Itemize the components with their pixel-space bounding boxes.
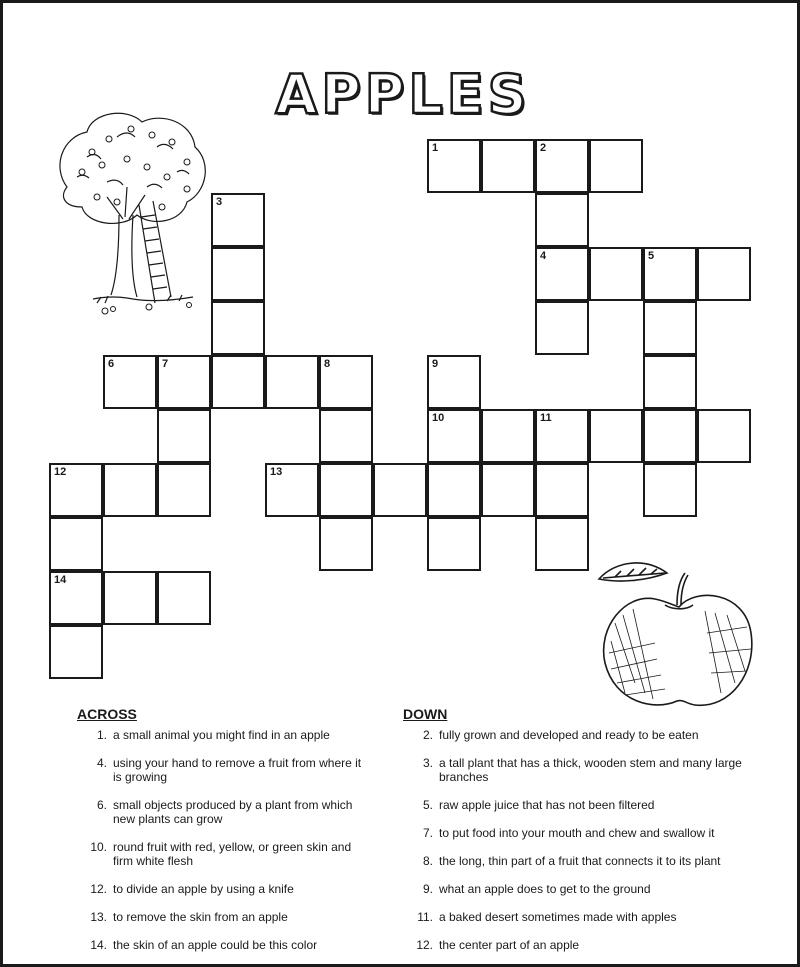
crossword-cell[interactable] xyxy=(319,463,373,517)
clue-across xyxy=(77,756,367,784)
crossword-cell[interactable] xyxy=(427,355,481,409)
clue-text: using your hand to remove a fruit from where it is growing xyxy=(113,756,362,784)
cell-number: 14 xyxy=(54,574,67,586)
crossword-cell[interactable] xyxy=(265,463,319,517)
clue-text: small objects produced by a plant from which new plants can grow xyxy=(113,798,353,826)
cell-number: 12 xyxy=(54,466,67,478)
clue-down xyxy=(403,910,753,924)
clue-number: 10. xyxy=(90,840,107,854)
crossword-cell[interactable] xyxy=(49,517,103,571)
crossword-cell[interactable] xyxy=(481,409,535,463)
clue-number: 3. xyxy=(422,756,433,770)
crossword-cell[interactable] xyxy=(211,193,265,247)
crossword-cell[interactable] xyxy=(49,463,103,517)
crossword-cell[interactable] xyxy=(427,517,481,571)
crossword-cell[interactable] xyxy=(157,409,211,463)
crossword-cell[interactable] xyxy=(427,139,481,193)
crossword-cell[interactable] xyxy=(103,355,157,409)
crossword-cell[interactable] xyxy=(643,247,697,301)
cell-number: 6 xyxy=(108,358,115,370)
crossword-cell[interactable] xyxy=(319,409,373,463)
cell-number: 9 xyxy=(432,358,439,370)
cell-number: 5 xyxy=(648,250,655,262)
clue-text: to remove the skin from an apple xyxy=(113,910,288,924)
crossword-cell[interactable] xyxy=(535,139,589,193)
clue-text: the center part of an apple xyxy=(439,938,580,952)
cell-number: 10 xyxy=(432,412,445,424)
crossword-cell[interactable] xyxy=(643,409,697,463)
clue-across xyxy=(77,798,367,826)
clue-number: 12. xyxy=(416,938,433,952)
clue-across xyxy=(77,938,367,952)
clue-down xyxy=(403,938,753,952)
clue-text: the skin of an apple could be this color xyxy=(113,938,318,952)
cell-number: 2 xyxy=(540,142,547,154)
cell-number: 8 xyxy=(324,358,331,370)
clue-number: 1. xyxy=(96,728,107,742)
crossword-cell[interactable] xyxy=(589,139,643,193)
crossword-cell[interactable] xyxy=(643,463,697,517)
crossword-cell[interactable] xyxy=(535,301,589,355)
clue-across xyxy=(77,910,367,924)
crossword-cell[interactable] xyxy=(535,193,589,247)
crossword-cell[interactable] xyxy=(319,517,373,571)
crossword-cell[interactable] xyxy=(589,247,643,301)
page-title: APPLES xyxy=(275,63,531,126)
clue-text: a baked desert sometimes made with apples xyxy=(439,910,677,924)
cell-number: 1 xyxy=(432,142,439,154)
crossword-cell[interactable] xyxy=(265,355,319,409)
cell-number: 3 xyxy=(216,196,223,208)
clue-text: round fruit with red, yellow, or green skin and firm white flesh xyxy=(113,840,352,868)
crossword-cell[interactable] xyxy=(481,463,535,517)
crossword-cell[interactable] xyxy=(157,571,211,625)
crossword-cell[interactable] xyxy=(427,409,481,463)
crossword-cell[interactable] xyxy=(697,247,751,301)
crossword-cell[interactable] xyxy=(643,301,697,355)
crossword-cell[interactable] xyxy=(697,409,751,463)
cell-number: 4 xyxy=(540,250,547,262)
across-clues xyxy=(77,706,367,966)
clue-number: 12. xyxy=(90,882,107,896)
clue-number: 11. xyxy=(417,910,433,924)
across-heading: ACROSS xyxy=(77,706,137,722)
crossword-cell[interactable] xyxy=(373,463,427,517)
down-heading: DOWN xyxy=(403,706,448,722)
crossword-cell[interactable] xyxy=(535,517,589,571)
clue-number: 2. xyxy=(422,728,433,742)
crossword-cell[interactable] xyxy=(211,301,265,355)
crossword-cell[interactable] xyxy=(157,355,211,409)
clue-number: 13. xyxy=(90,910,107,924)
crossword-cell[interactable] xyxy=(535,463,589,517)
crossword-cell[interactable] xyxy=(157,463,211,517)
clue-across xyxy=(77,840,367,868)
crossword-cell[interactable] xyxy=(427,463,481,517)
clue-text: a tall plant that has a thick, wooden stem and many large branches xyxy=(439,756,742,784)
clue-number: 8. xyxy=(422,854,433,868)
crossword-cell[interactable] xyxy=(319,355,373,409)
clue-text: to put food into your mouth and chew and swallow it xyxy=(439,826,715,840)
crossword-cell[interactable] xyxy=(535,247,589,301)
cell-number: 13 xyxy=(270,466,283,478)
crossword-cell[interactable] xyxy=(211,247,265,301)
down-clues xyxy=(403,706,753,966)
clue-down xyxy=(403,854,753,868)
clue-across xyxy=(77,882,367,896)
crossword-cell[interactable] xyxy=(481,139,535,193)
crossword-cell[interactable] xyxy=(589,409,643,463)
clue-number: 6. xyxy=(96,798,107,812)
clue-down xyxy=(403,798,753,812)
clue-text: the long, thin part of a fruit that connects it to its plant xyxy=(439,854,721,868)
clue-number: 5. xyxy=(422,798,433,812)
clue-number: 7. xyxy=(422,826,433,840)
clue-down xyxy=(403,756,753,784)
clue-across xyxy=(77,728,367,742)
clue-number: 4. xyxy=(96,756,107,770)
crossword-cell[interactable] xyxy=(103,571,157,625)
clue-number: 9. xyxy=(422,882,433,896)
apple-tree-with-ladder-icon xyxy=(47,107,217,319)
crossword-cell[interactable] xyxy=(49,625,103,679)
cell-number: 7 xyxy=(162,358,169,370)
clue-text: a small animal you might find in an apple xyxy=(113,728,330,742)
cell-number: 11 xyxy=(540,412,552,424)
clue-text: to divide an apple by using a knife xyxy=(113,882,294,896)
clue-number: 14. xyxy=(90,938,107,952)
crossword-cell[interactable] xyxy=(643,355,697,409)
crossword-cell[interactable] xyxy=(535,409,589,463)
clue-text: what an apple does to get to the ground xyxy=(439,882,651,896)
clue-text: fully grown and developed and ready to be eaten xyxy=(439,728,699,742)
clue-text: raw apple juice that has not been filtered xyxy=(439,798,655,812)
crossword-cell[interactable] xyxy=(49,571,103,625)
clue-down xyxy=(403,826,753,840)
clue-down xyxy=(403,882,753,896)
apple-icon xyxy=(595,553,759,713)
crossword-cell[interactable] xyxy=(211,355,265,409)
crossword-cell[interactable] xyxy=(103,463,157,517)
clue-down xyxy=(403,728,753,742)
